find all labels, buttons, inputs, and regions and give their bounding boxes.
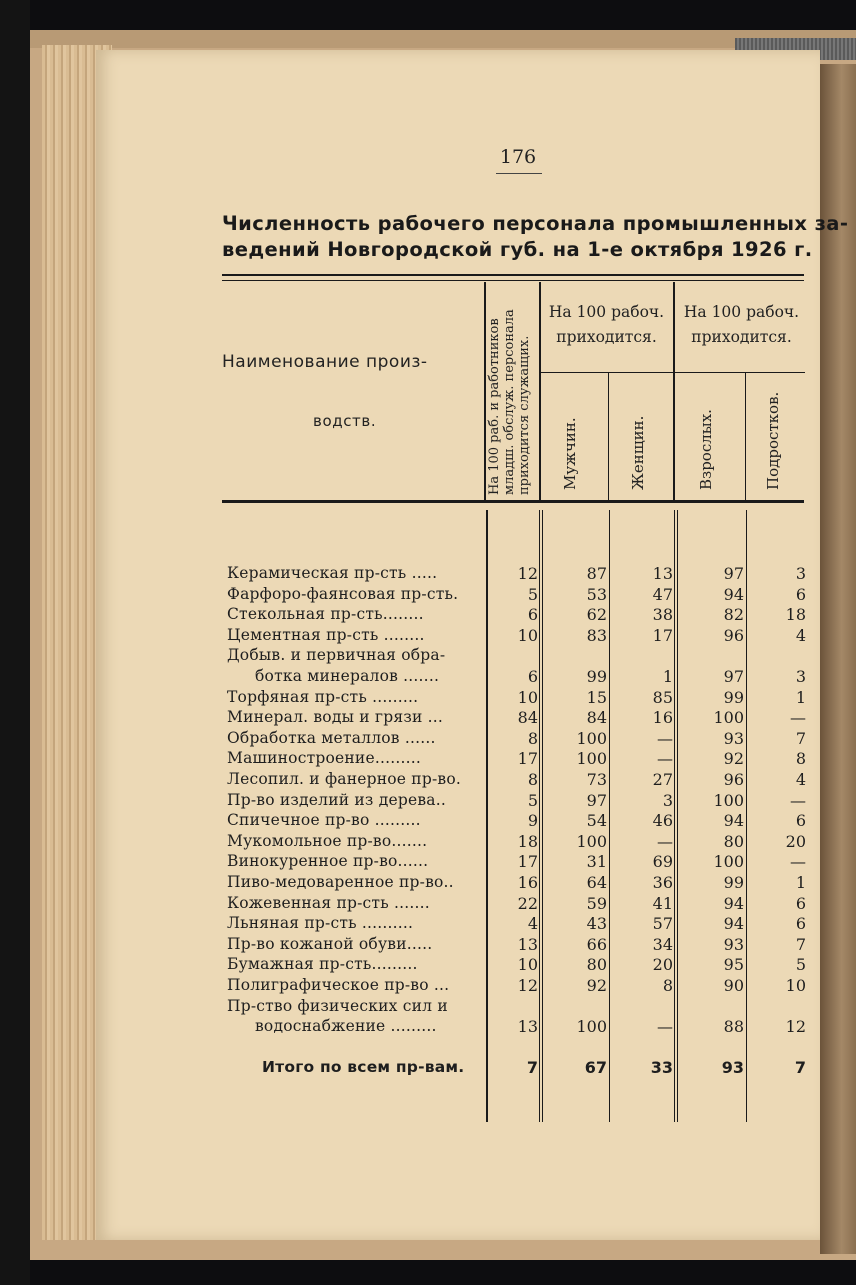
row-value-col2: 92 bbox=[586, 976, 607, 995]
row-value-col1: 5 bbox=[527, 790, 538, 810]
row-value-col2: 73 bbox=[586, 770, 607, 789]
row-value-col5: 3 bbox=[795, 564, 806, 583]
row-value-col1: 10 bbox=[517, 955, 538, 975]
row-value-col4: 100 bbox=[713, 852, 744, 872]
row-value-col2: 100 bbox=[576, 1017, 607, 1037]
row-value-col1: 22 bbox=[517, 893, 538, 913]
header-top-rule-inner bbox=[222, 280, 804, 281]
row-value-col2: 15 bbox=[586, 687, 607, 707]
column-header-women: Женщин. bbox=[629, 415, 647, 490]
header-divider-3 bbox=[608, 372, 609, 500]
column-header-teens: Подростков. bbox=[764, 391, 782, 490]
row-label: Лесопил. и фанерное пр-во. bbox=[227, 770, 461, 788]
row-value-col1: 5 bbox=[527, 584, 538, 604]
row-value-col4: 97 bbox=[723, 667, 744, 686]
row-value-col4: 94 bbox=[723, 914, 744, 934]
row-value-col3: 27 bbox=[652, 770, 673, 789]
row-value-col1: 16 bbox=[517, 873, 538, 892]
header-divider-5 bbox=[745, 372, 746, 500]
row-value-col5: 4 bbox=[795, 770, 806, 789]
row-label: Обработка металлов ...... bbox=[227, 728, 436, 747]
total-value-col2: 67 bbox=[584, 1058, 607, 1077]
row-value-col2: 100 bbox=[576, 831, 607, 851]
ratio-header-line-1: На 100 раб. и работников bbox=[487, 318, 502, 495]
row-label: Стекольная пр-сть........ bbox=[227, 605, 424, 624]
row-value-col4: 93 bbox=[723, 728, 744, 748]
row-value-col3: 16 bbox=[652, 708, 673, 728]
row-label: Цементная пр-сть ........ bbox=[227, 625, 425, 644]
row-value-col1: 17 bbox=[517, 749, 538, 769]
row-value-col5: 5 bbox=[795, 955, 806, 975]
row-value-col4: 94 bbox=[723, 584, 744, 604]
row-value-col5: — bbox=[790, 708, 806, 728]
row-value-col4: 90 bbox=[723, 976, 744, 995]
row-value-col3: 8 bbox=[662, 976, 673, 995]
row-value-col4: 80 bbox=[723, 831, 744, 851]
row-value-col5: 6 bbox=[795, 811, 806, 831]
row-value-col3: 13 bbox=[652, 564, 673, 583]
row-value-col5: 6 bbox=[795, 584, 806, 604]
row-label: Винокуренное пр-во...... bbox=[227, 852, 429, 871]
body-divider-5 bbox=[746, 510, 747, 1122]
row-value-col2: 53 bbox=[586, 584, 607, 604]
row-value-col3: 20 bbox=[652, 955, 673, 975]
row-value-col4: 94 bbox=[723, 893, 744, 913]
header-bottom-rule bbox=[222, 500, 804, 503]
row-value-col5: 1 bbox=[795, 687, 806, 707]
row-value-col4: 100 bbox=[713, 790, 744, 810]
row-value-col5: 10 bbox=[785, 976, 806, 995]
row-value-col2: 83 bbox=[586, 625, 607, 645]
row-value-col4: 96 bbox=[723, 625, 744, 645]
row-value-col1: 6 bbox=[527, 605, 538, 625]
row-value-col4: 95 bbox=[723, 955, 744, 975]
row-value-col3: 47 bbox=[652, 584, 673, 604]
row-value-col1: 17 bbox=[517, 852, 538, 872]
row-value-col4: 99 bbox=[723, 873, 744, 892]
body-divider-3 bbox=[609, 510, 610, 1122]
total-value-col3: 33 bbox=[650, 1058, 673, 1077]
row-value-col2: 100 bbox=[576, 728, 607, 748]
row-value-col5: 20 bbox=[785, 831, 806, 851]
row-label: Мукомольное пр-во....... bbox=[227, 831, 428, 850]
row-value-col2: 31 bbox=[586, 852, 607, 872]
row-value-col4: 94 bbox=[723, 811, 744, 831]
column-header-name-cont: водств. bbox=[313, 412, 377, 430]
row-value-col3: — bbox=[657, 831, 673, 851]
row-label: Льняная пр-сть .......... bbox=[227, 914, 414, 933]
column-header-adults: Взрослых. bbox=[697, 409, 715, 490]
row-label: Пр-ство физических сил и bbox=[227, 996, 448, 1015]
row-label: Бумажная пр-сть......... bbox=[227, 955, 418, 974]
row-value-col4: 97 bbox=[723, 564, 744, 583]
ratio-header-line-3: приходится служащих. bbox=[517, 335, 532, 495]
row-value-col2: 87 bbox=[586, 564, 607, 583]
row-value-col1: 13 bbox=[517, 934, 538, 954]
row-value-col3: 57 bbox=[652, 914, 673, 934]
row-value-col2: 80 bbox=[586, 955, 607, 975]
row-label: Машиностроение......... bbox=[227, 749, 421, 768]
row-value-col5: 3 bbox=[795, 667, 806, 686]
row-value-col1: 84 bbox=[517, 708, 538, 728]
row-value-col3: — bbox=[657, 1017, 673, 1037]
row-value-col2: 54 bbox=[586, 811, 607, 831]
row-value-col1: 10 bbox=[517, 687, 538, 707]
group1-underline bbox=[540, 372, 674, 373]
total-label: Итого по всем пр-вам. bbox=[262, 1058, 465, 1076]
table-title-line-2: ведений Новгородской губ. на 1-е октября 1926 г. bbox=[222, 238, 813, 261]
row-value-col1: 8 bbox=[527, 728, 538, 748]
row-value-col2: 99 bbox=[586, 667, 607, 686]
row-value-col4: 92 bbox=[723, 749, 744, 769]
row-value-col4: 82 bbox=[723, 605, 744, 625]
row-label: Пр-во кожаной обуви..... bbox=[227, 934, 433, 953]
row-value-col2: 43 bbox=[586, 914, 607, 934]
row-value-col5: 6 bbox=[795, 893, 806, 913]
row-value-col5: 8 bbox=[795, 749, 806, 769]
row-label: Минерал. воды и грязи ... bbox=[227, 708, 444, 727]
group1-header-line-2: приходится. bbox=[556, 328, 657, 346]
group2-header-line-2: приходится. bbox=[691, 328, 792, 346]
page-number-underline bbox=[496, 173, 542, 174]
header-top-rule bbox=[222, 274, 804, 276]
row-value-col3: 34 bbox=[652, 934, 673, 954]
row-value-col3: 85 bbox=[652, 687, 673, 707]
row-value-col2: 59 bbox=[586, 893, 607, 913]
row-value-col3: 46 bbox=[652, 811, 673, 831]
row-value-col1: 13 bbox=[517, 1017, 538, 1037]
row-value-col5: 7 bbox=[795, 728, 806, 748]
group2-header bbox=[675, 300, 808, 350]
row-label: водоснабжение ......... bbox=[255, 1017, 437, 1036]
row-label: Добыв. и первичная обра- bbox=[227, 646, 446, 665]
row-label: Кожевенная пр-сть ....... bbox=[227, 893, 430, 912]
row-value-col1: 9 bbox=[527, 811, 538, 831]
row-value-col3: — bbox=[657, 749, 673, 769]
body-divider-2b bbox=[542, 510, 543, 1122]
row-value-col3: 3 bbox=[662, 790, 673, 810]
row-label: Спичечное пр-во ......... bbox=[227, 811, 421, 830]
body-divider-4a bbox=[674, 510, 675, 1122]
row-value-col1: 18 bbox=[517, 831, 538, 851]
total-value-col4: 93 bbox=[721, 1058, 744, 1077]
row-label: Пр-во изделий из дерева.. bbox=[227, 790, 446, 809]
row-value-col1: 6 bbox=[527, 667, 538, 686]
row-value-col5: 1 bbox=[795, 873, 806, 892]
row-value-col3: 41 bbox=[652, 893, 673, 913]
row-value-col2: 62 bbox=[586, 605, 607, 625]
group2-header-line-1: На 100 рабоч. bbox=[683, 303, 800, 321]
row-value-col3: 17 bbox=[652, 625, 673, 645]
row-value-col5: 4 bbox=[795, 625, 806, 645]
row-value-col3: 1 bbox=[662, 667, 673, 686]
row-label: ботка минералов ....... bbox=[255, 667, 440, 685]
row-value-col1: 12 bbox=[517, 976, 538, 995]
row-value-col3: 36 bbox=[652, 873, 673, 892]
row-value-col1: 8 bbox=[527, 770, 538, 789]
row-value-col4: 88 bbox=[723, 1017, 744, 1037]
row-value-col2: 100 bbox=[576, 749, 607, 769]
row-value-col5: 18 bbox=[785, 605, 806, 625]
row-value-col5: 6 bbox=[795, 914, 806, 934]
row-value-col3: — bbox=[657, 728, 673, 748]
body-divider-2a bbox=[539, 510, 540, 1122]
group1-header-line-1: На 100 рабоч. bbox=[548, 303, 665, 321]
group1-header bbox=[540, 300, 673, 350]
row-value-col5: 12 bbox=[785, 1017, 806, 1037]
row-value-col1: 10 bbox=[517, 625, 538, 645]
row-label: Полиграфическое пр-во ... bbox=[227, 976, 450, 994]
row-value-col2: 66 bbox=[586, 934, 607, 954]
row-value-col4: 93 bbox=[723, 934, 744, 954]
header-divider-1 bbox=[484, 282, 486, 500]
row-value-col4: 99 bbox=[723, 687, 744, 707]
row-value-col3: 69 bbox=[652, 852, 673, 872]
row-label: Керамическая пр-сть ..... bbox=[227, 564, 438, 582]
column-header-ratio bbox=[487, 287, 532, 495]
page-number: 176 bbox=[499, 146, 537, 168]
row-value-col3: 38 bbox=[652, 605, 673, 625]
column-header-men: Мужчин. bbox=[561, 417, 579, 490]
row-label: Фарфоро-фаянсовая пр-сть. bbox=[227, 584, 459, 603]
row-value-col1: 4 bbox=[527, 914, 538, 934]
row-value-col5: — bbox=[790, 790, 806, 810]
row-value-col2: 84 bbox=[586, 708, 607, 728]
row-label: Пиво-медоваренное пр-во.. bbox=[227, 873, 454, 891]
row-value-col2: 97 bbox=[586, 790, 607, 810]
row-value-col4: 96 bbox=[723, 770, 744, 789]
row-label: Торфяная пр-сть ......... bbox=[227, 687, 419, 706]
row-value-col1: 12 bbox=[517, 564, 538, 583]
row-value-col5: 7 bbox=[795, 934, 806, 954]
row-value-col2: 64 bbox=[586, 873, 607, 892]
total-value-col5: 7 bbox=[794, 1058, 806, 1077]
row-value-col5: — bbox=[790, 852, 806, 872]
column-header-name: Наименование произ- bbox=[222, 352, 428, 372]
total-value-col1: 7 bbox=[526, 1058, 538, 1077]
group2-underline bbox=[675, 372, 805, 373]
ratio-header-line-2: младш. обслуж. персонала bbox=[502, 309, 517, 495]
row-value-col4: 100 bbox=[713, 708, 744, 728]
table-title-line-1: Численность рабочего персонала промышленных за- bbox=[222, 212, 849, 235]
